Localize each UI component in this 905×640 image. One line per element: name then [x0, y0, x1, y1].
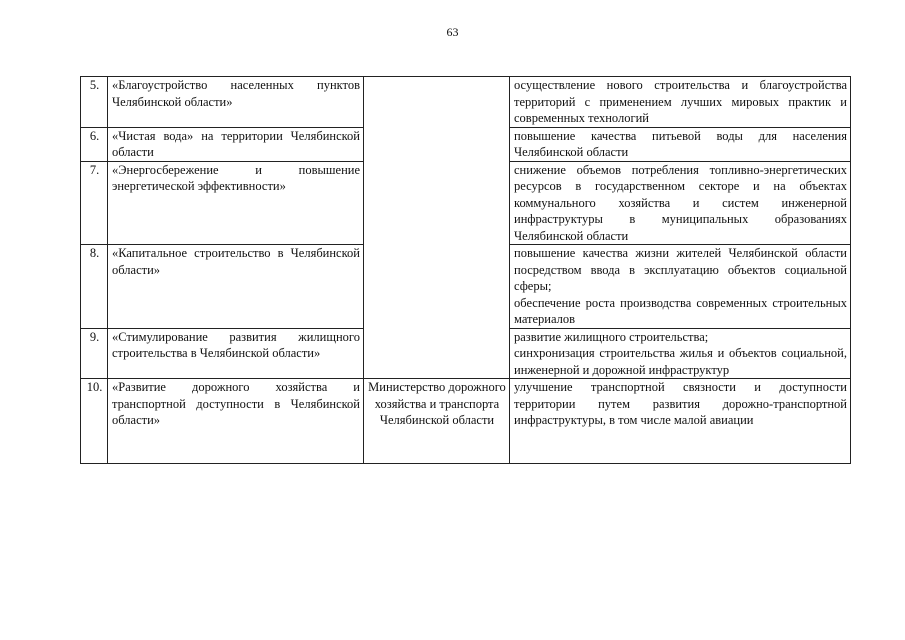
program-name: «Чистая вода» на территории Челябинской области [108, 127, 364, 161]
programs-table [80, 76, 851, 464]
program-goal [510, 328, 851, 379]
program-name: «Благоустройство населенных пунктов Челябинской области» [108, 77, 364, 128]
row-number: 8. [81, 245, 108, 329]
program-goal [510, 127, 851, 161]
goal-text: осуществление нового строительства и благоустройства территорий с применением лучших мировых практик и современных технологий [514, 78, 847, 125]
row-number: 6. [81, 127, 108, 161]
program-goal [510, 379, 851, 464]
table-row [81, 379, 851, 464]
responsible-ministry: Министерство дорожного хозяйства и транспорта Челябинской области [364, 379, 510, 464]
goal-text: развитие жилищного строительства; [514, 329, 709, 344]
row-number: 10. [81, 379, 108, 464]
program-name: «Энергосбережение и повышение энергетической эффективности» [108, 161, 364, 245]
row-number: 9. [81, 328, 108, 379]
table-row [81, 77, 851, 128]
goal-text: обеспечение роста производства современных строительных материалов [514, 295, 847, 326]
goal-text: синхронизация строительства жилья и объектов социальной, инженерной и дорожной инфраструктур [514, 346, 847, 377]
program-goal [510, 77, 851, 128]
row-number: 5. [81, 77, 108, 128]
goal-text: повышение качества жизни жителей Челябинской области посредством ввода в эксплуатацию объектов социальной сферы; [514, 246, 847, 293]
row-number: 7. [81, 161, 108, 245]
program-name: «Капитальное строительство в Челябинской области» [108, 245, 364, 329]
program-name: «Стимулирование развития жилищного строительства в Челябинской области» [108, 328, 364, 379]
page-number: 63 [446, 25, 459, 39]
goal-text: снижение объемов потребления топливно-энергетических ресурсов в государственном секторе и на объектах коммунального хозяйства и систем инженерной инфраструктуры в муниципальных образованиях Челябинской области [514, 162, 847, 243]
program-goal [510, 245, 851, 329]
program-name: «Развитие дорожного хозяйства и транспортной доступности в Челябинской области» [108, 379, 364, 464]
goal-text: улучшение транспортной связности и доступности территории путем развития дорожно-транспортной инфраструктуры, в том числе малой авиации [514, 380, 847, 427]
responsible-ministry-cell [364, 77, 510, 379]
program-goal [510, 161, 851, 245]
goal-text: повышение качества питьевой воды для населения Челябинской области [514, 128, 847, 159]
